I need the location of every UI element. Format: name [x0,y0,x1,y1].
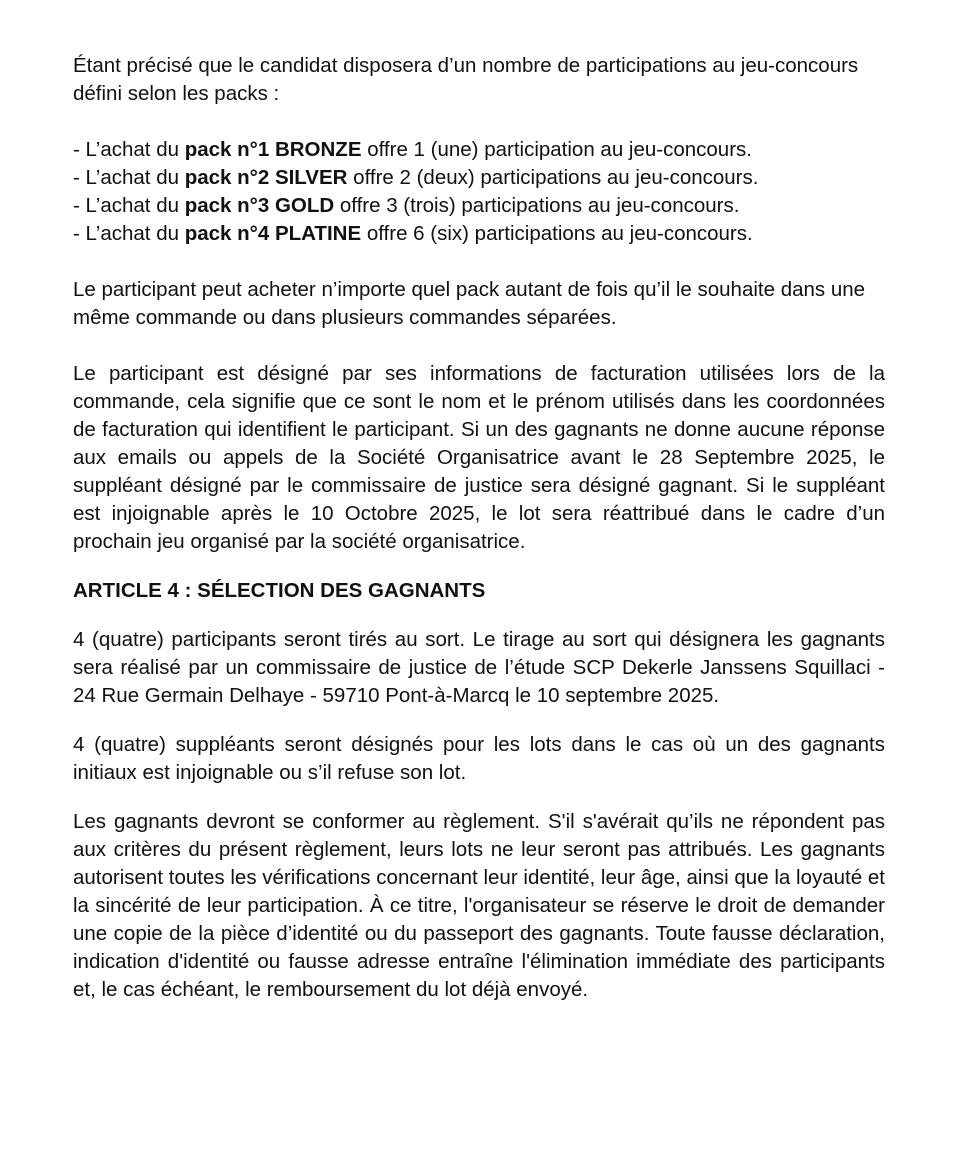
pack-suffix: offre 2 (deux) participations au jeu-concours. [347,166,759,189]
pack-prefix: - L’achat du [73,138,185,161]
document-page [73,52,885,1004]
pack-suffix: offre 6 (six) participations au jeu-concours. [361,222,753,245]
pack-name: pack n°1 BRONZE [184,138,362,161]
pack-prefix: - L’achat du [73,166,185,189]
pack-item-2 [73,164,885,192]
suppleants-paragraph: 4 (quatre) suppléants seront désignés pour les lots dans le cas où un des gagnants initiaux est injoignable ou s’il refuse son lot. [73,733,885,784]
packs-list [73,136,885,248]
multiple-purchase-paragraph: Le participant peut acheter n’importe quel pack autant de fois qu’il le souhaite dans une même commande ou dans plusieurs commandes séparées. [73,278,866,329]
pack-item-4 [73,220,885,248]
conformite-paragraph: Les gagnants devront se conformer au règlement. S'il s'avérait qu’ils ne répondent pas aux critères du présent règlement, leurs lots ne leur seront pas attribués. Les gagnants autorisent toutes les vérifications concernant leur identité, leur âge, ainsi que la loyauté et la sincérité de leur participation. À ce titre, l'organisateur se réserve le droit de demander une copie de la pièce d’identité ou du passeport des gagnants. Toute fausse déclaration, indication d'identité ou fausse adresse entraîne l'élimination immédiate des participants et, le cas échéant, le remboursement du lot déjà envoyé. [73,810,885,1001]
pack-suffix: offre 3 (trois) participations au jeu-concours. [334,194,740,217]
pack-item-3 [73,192,885,220]
pack-suffix: offre 1 (une) participation au jeu-concours. [361,138,752,161]
pack-name: pack n°2 SILVER [184,166,348,189]
article-4-heading: ARTICLE 4 : SÉLECTION DES GAGNANTS [73,579,486,602]
designation-paragraph: Le participant est désigné par ses informations de facturation utilisées lors de la commande, cela signifie que ce sont le nom et le prénom utilisés dans les coordonnées de facturation qui identifient le participant. Si un des gagnants ne donne aucune réponse aux emails ou appels de la Société Organisatrice avant le 28 Septembre 2025, le suppléant désigné par le commissaire de justice sera désigné gagnant. Si le suppléant est injoignable après le 10 Octobre 2025, le lot sera réattribué dans le cadre d’un prochain jeu organisé par la société organisatrice. [73,362,885,553]
pack-item-1 [73,136,885,164]
pack-prefix: - L’achat du [73,194,185,217]
pack-name: pack n°4 PLATINE [184,222,362,245]
pack-name: pack n°3 GOLD [184,194,335,217]
pack-prefix: - L’achat du [73,222,185,245]
tirage-paragraph: 4 (quatre) participants seront tirés au sort. Le tirage au sort qui désignera les gagnants sera réalisé par un commissaire de justice de l’étude SCP Dekerle Janssens Squillaci - 24 Rue Germain Delhaye - 59710 Pont-à-Marcq le 10 septembre 2025. [73,628,885,707]
intro-paragraph: Étant précisé que le candidat disposera d’un nombre de participations au jeu-concours défini selon les packs : [73,54,859,105]
